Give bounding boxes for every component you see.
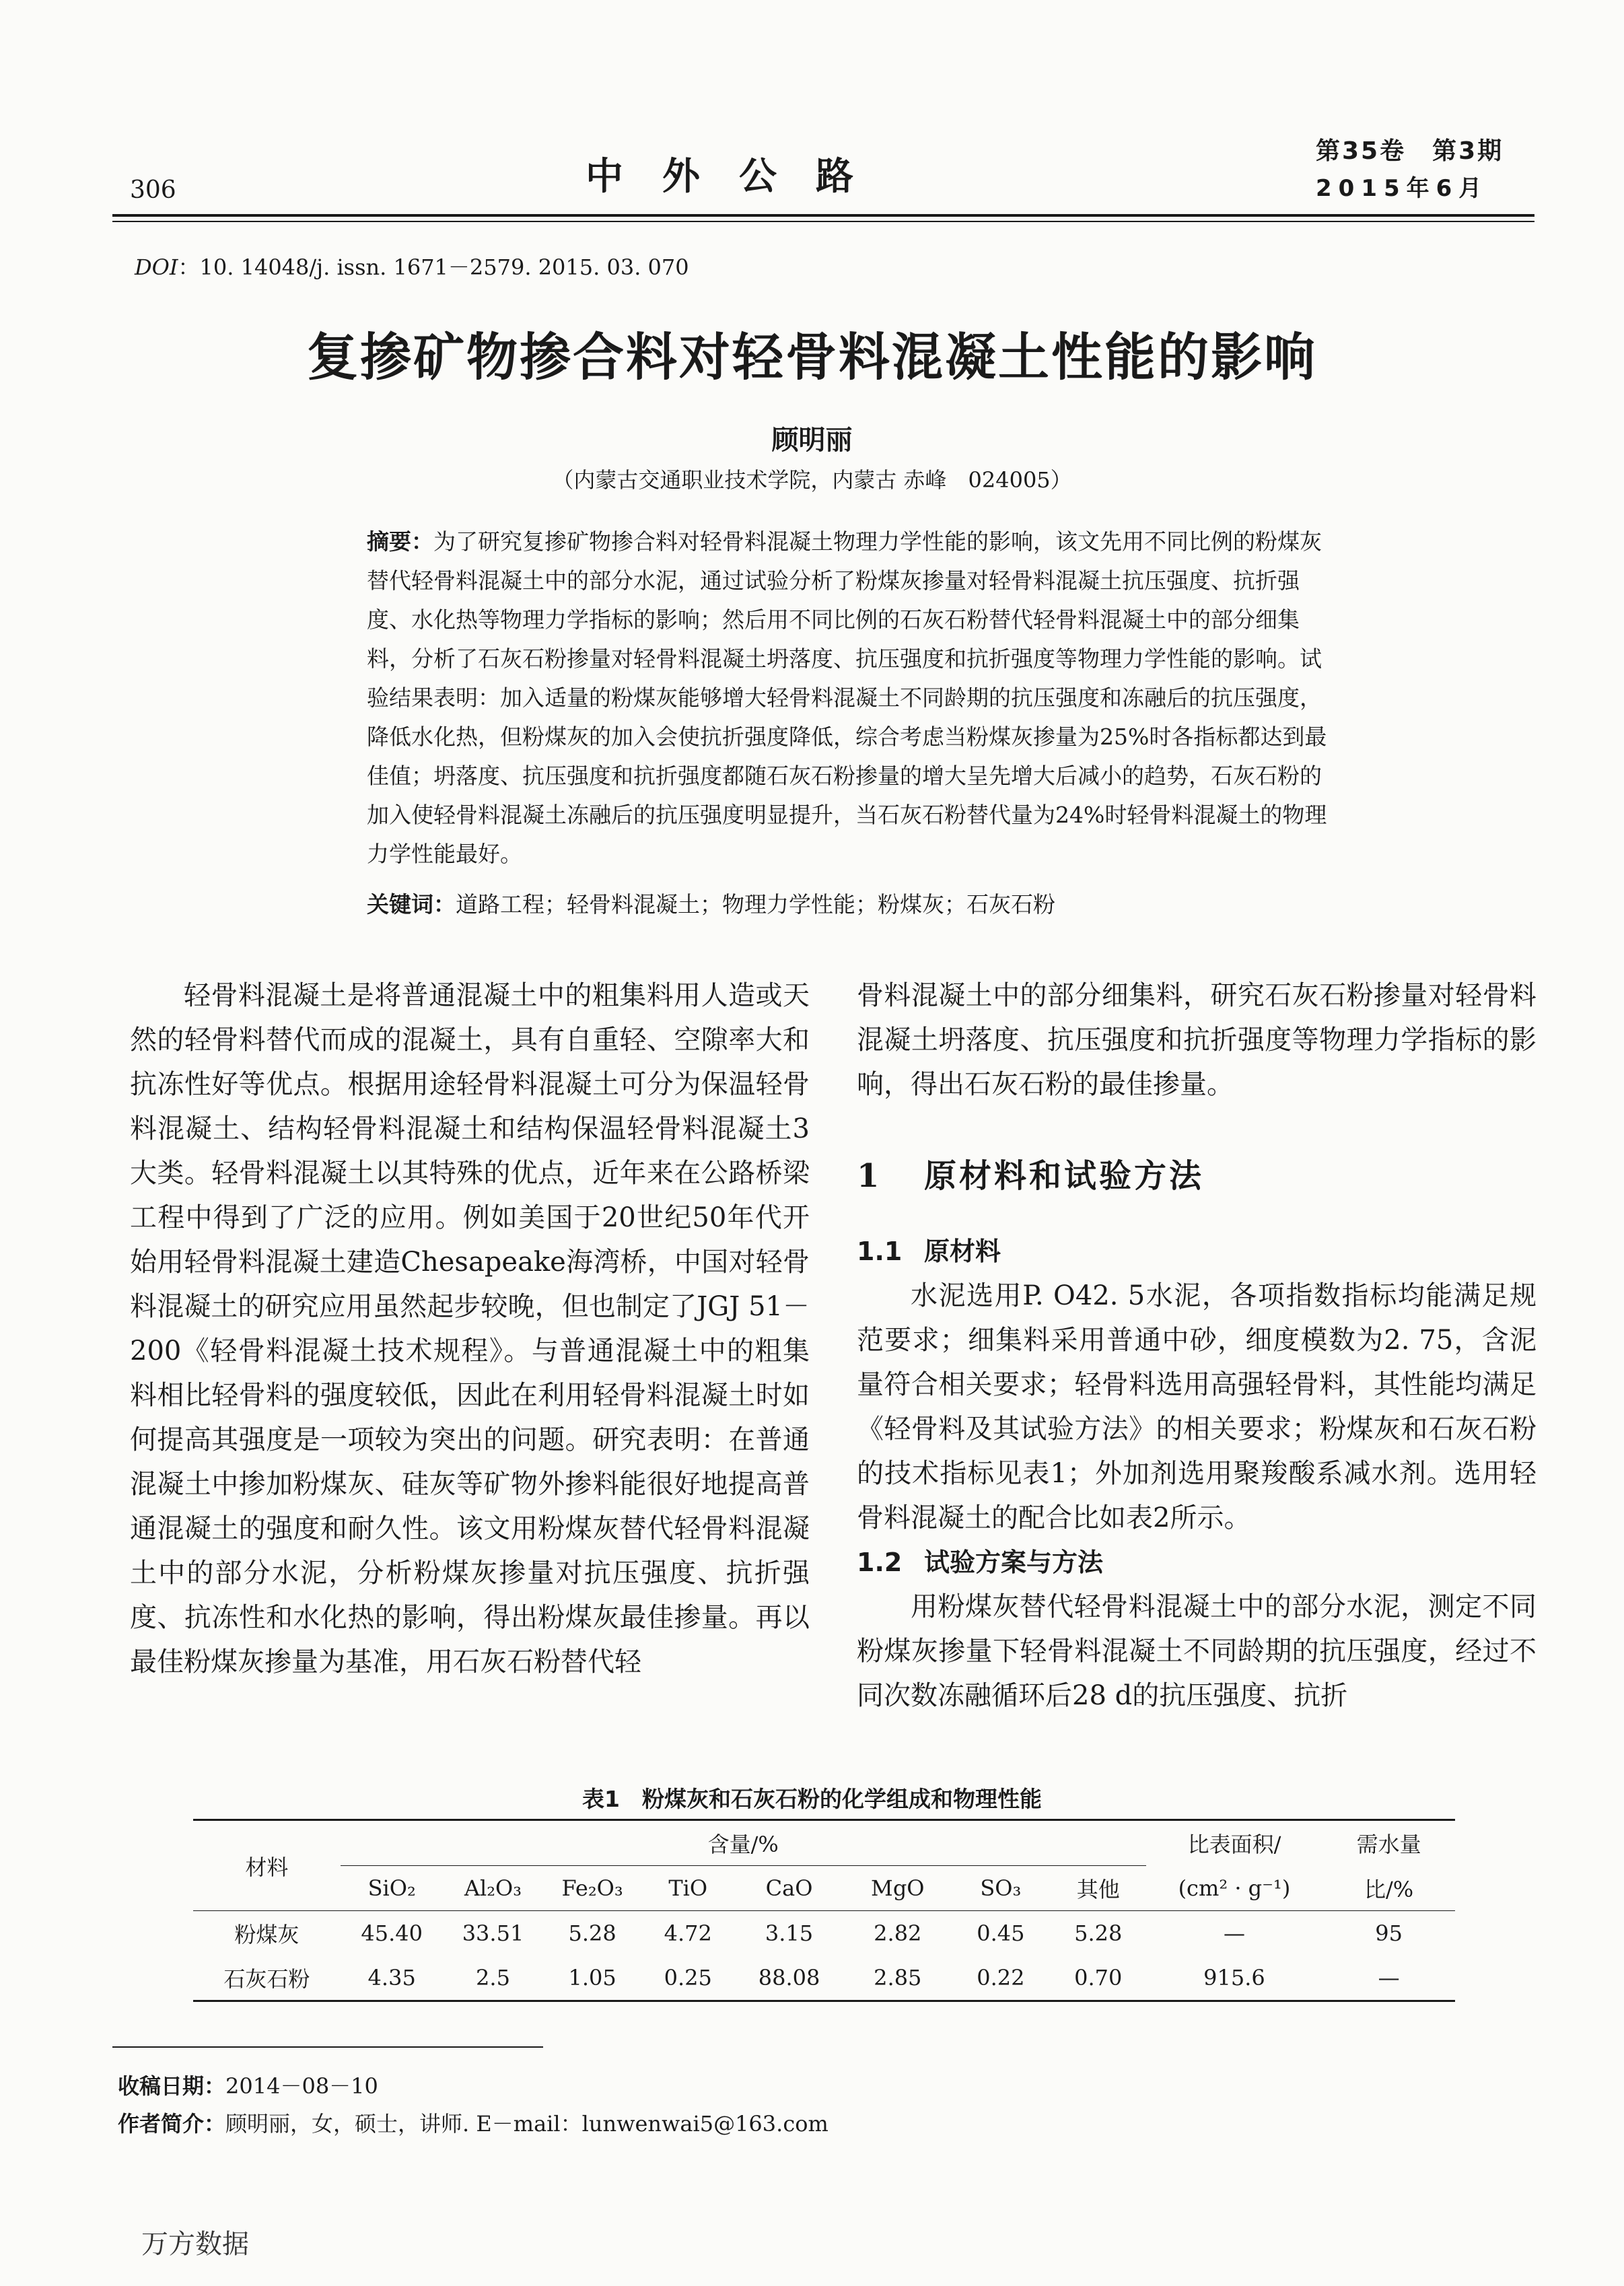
table-cell: 45.40 — [361, 1920, 423, 1946]
author-affiliation: （内蒙古交通职业技术学院，内蒙古 赤峰 024005） — [552, 467, 1072, 493]
table-cell: — — [1223, 1920, 1245, 1946]
table-cell-material: 石灰石粉 — [193, 1955, 341, 2001]
section-1-number: 1 — [857, 1157, 882, 1195]
section-1-title: 原材料和试验方法 — [924, 1157, 1205, 1195]
table-header-surface-area: 比表面积/ — [1146, 1820, 1322, 1866]
section-1-1-paragraph: 水泥选用P. O42. 5水泥，各项指数指标均能满足规范要求；细集料采用普通中砂，细度模数为2. 75，含泥量符合相关要求；轻骨料选用高强轻骨料，其性能均满足《轻骨料及其试验方法》的相关要求；粉煤灰和石灰石粉的技术指标见表1；外加剂选用聚羧酸系减水剂。选用轻骨料混凝土的配合比如表2所示。 — [857, 1280, 1537, 1533]
table-header-surface-area-unit: (cm² · g⁻¹) — [1146, 1866, 1322, 1911]
issue-date: 2015年6月 — [1316, 175, 1489, 202]
body-column-left — [130, 973, 810, 1684]
table-1 — [193, 1819, 1455, 2002]
header-rule — [112, 214, 1534, 217]
table-header-sio2: SiO₂ — [341, 1866, 444, 1911]
page-number: 306 — [130, 176, 176, 204]
watermark-text: 万方数据 — [141, 2229, 249, 2260]
body-column-right — [857, 973, 1537, 1718]
table-cell: 0.22 — [951, 1955, 1051, 2001]
table-cell: 95 — [1375, 1920, 1403, 1946]
table-cell: 0.45 — [977, 1920, 1025, 1946]
table-header-material: 材料 — [193, 1820, 341, 1911]
table-cell: 33.51 — [462, 1920, 524, 1946]
table-header-cao: CaO — [734, 1866, 845, 1911]
section-1-1-number: 1.1 — [857, 1237, 903, 1266]
table-cell: 0.25 — [642, 1955, 734, 2001]
abstract-text: 为了研究复掺矿物掺合料对轻骨料混凝土物理力学性能的影响，该文先用不同比例的粉煤灰替代轻骨料混凝土中的部分水泥，通过试验分析了粉煤灰掺量对轻骨料混凝土抗压强度、抗折强度、水化热等物理力学指标的影响；然后用不同比例的石灰石粉替代轻骨料混凝土中的部分细集料，分析了石灰石粉掺量对轻骨料混凝土坍落度、抗压强度和抗折强度等物理力学性能的影响。试验结果表明：加入适量的粉煤灰能够增大轻骨料混凝土不同龄期的抗压强度和冻融后的抗压强度，降低水化热，但粉煤灰的加入会使抗折强度降低，综合考虑当粉煤灰掺量为25%时各指标都达到最佳值；坍落度、抗压强度和抗折强度都随石灰石粉掺量的增大呈先增大后减小的趋势，石灰石粉的加入使轻骨料混凝土冻融后的抗压强度明显提升，当石灰石粉替代量为24%时轻骨料混凝土的物理力学性能最好。 — [367, 528, 1327, 867]
doi-value: ：10. 14048/j. issn. 1671－2579. 2015. 03. 070 — [178, 254, 689, 280]
table-cell: 2.5 — [444, 1955, 543, 2001]
table-header-mgo: MgO — [845, 1866, 952, 1911]
intro-paragraph: 轻骨料混凝土是将普通混凝土中的粗集料用人造或天然的轻骨料替代而成的混凝土，具有自重轻、空隙率大和抗冻性好等优点。根据用途轻骨料混凝土可分为保温轻骨料混凝土、结构轻骨料混凝土和结构保温轻骨料混凝土3大类。轻骨料混凝土以其特殊的优点，近年来在公路桥梁工程中得到了广泛的应用。例如美国于20世纪50年代开始用轻骨料混凝土建造Chesapeake海湾桥，中国对轻骨料混凝土的研究应用虽然起步较晚，但也制定了JGJ 51－200《轻骨料混凝土技术规程》。与普通混凝土中的粗集料相比轻骨料的强度较低，因此在利用轻骨料混凝土时如何提高其强度是一项较为突出的问题。研究表明：在普通混凝土中掺加粉煤灰、硅灰等矿物外掺料能很好地提高普通混凝土的强度和耐久性。该文用粉煤灰替代轻骨料混凝土中的部分水泥，分析粉煤灰掺量对抗压强度、抗折强度、抗冻性和水化热的影响，得出粉煤灰最佳掺量。再以最佳粉煤灰掺量为基准，用石灰石粉替代轻 — [130, 980, 810, 1677]
table-cell: 3.15 — [765, 1920, 814, 1946]
table-header-fe2o3: Fe₂O₃ — [542, 1866, 642, 1911]
table-header-content: 含量/% — [341, 1820, 1146, 1866]
table-cell: 0.70 — [1051, 1955, 1146, 2001]
header-rule-thin — [112, 221, 1534, 222]
table-1-caption: 表1 粉煤灰和石灰石粉的化学组成和物理性能 — [582, 1786, 1042, 1812]
table-header-al2o3: Al₂O₃ — [444, 1866, 543, 1911]
author-bio-label: 作者简介： — [118, 2111, 226, 2137]
section-1-2-heading — [857, 1540, 1537, 1585]
received-date — [118, 2069, 378, 2100]
author-bio — [118, 2107, 828, 2138]
received-value: 2014－08－10 — [225, 2073, 378, 2099]
doi-label: DOI — [135, 254, 178, 280]
abstract-label: 摘要： — [367, 528, 433, 555]
received-label: 收稿日期： — [118, 2073, 226, 2099]
table-header-water-demand: 需水量 — [1322, 1820, 1455, 1866]
keywords-label: 关键词： — [367, 891, 456, 917]
table-cell-material: 粉煤灰 — [234, 1922, 299, 1947]
section-1-2-number: 1.2 — [857, 1548, 903, 1577]
table-header-tio: TiO — [642, 1866, 734, 1911]
keywords-text: 道路工程；轻骨料混凝土；物理力学性能；粉煤灰；石灰石粉 — [456, 891, 1055, 917]
table-header-so3: SO₃ — [951, 1866, 1051, 1911]
journal-name: 中外公路 — [586, 154, 892, 199]
table-cell: 2.82 — [874, 1920, 922, 1946]
paper-title: 复掺矿物掺合料对轻骨料混凝土性能的影响 — [307, 327, 1317, 387]
table-cell: 5.28 — [568, 1920, 616, 1946]
author-name: 顾明丽 — [771, 425, 853, 456]
table-header-other: 其他 — [1051, 1866, 1146, 1911]
table-cell: 1.05 — [542, 1955, 642, 2001]
abstract — [367, 522, 1329, 874]
footnote-rule — [112, 2046, 543, 2048]
intro-paragraph-continued: 骨料混凝土中的部分细集料，研究石灰石粉掺量对轻骨料混凝土坍落度、抗压强度和抗折强度等物理力学指标的影响，得出石灰石粉的最佳掺量。 — [857, 980, 1537, 1100]
section-1-1-title: 原材料 — [924, 1237, 1001, 1266]
table-row — [193, 1911, 1455, 1956]
section-1-1-heading — [857, 1229, 1537, 1274]
table-cell: 2.85 — [845, 1955, 952, 2001]
author-bio-value: 顾明丽，女，硕士，讲师. E－mail：lunwenwai5@163.com — [225, 2111, 828, 2137]
table-cell: 4.72 — [664, 1920, 712, 1946]
volume-issue: 第35卷 第3期 — [1316, 137, 1504, 165]
section-1-2-title: 试验方案与方法 — [924, 1548, 1104, 1577]
table-cell: 88.08 — [734, 1955, 845, 2001]
table-cell: 4.35 — [341, 1955, 444, 2001]
table-row — [193, 1955, 1455, 2001]
section-1-2-paragraph: 用粉煤灰替代轻骨料混凝土中的部分水泥，测定不同粉煤灰掺量下轻骨料混凝土不同龄期的抗压强度，经过不同次数冻融循环后28 d的抗压强度、抗折 — [857, 1591, 1537, 1711]
table-cell: 5.28 — [1074, 1920, 1123, 1946]
table-header-water-demand-unit: 比/% — [1322, 1866, 1455, 1911]
table-cell: — — [1322, 1955, 1455, 2001]
section-1-heading — [857, 1154, 1537, 1198]
keywords — [367, 887, 1329, 919]
table-cell: 915.6 — [1146, 1955, 1322, 2001]
doi-line — [135, 250, 689, 281]
